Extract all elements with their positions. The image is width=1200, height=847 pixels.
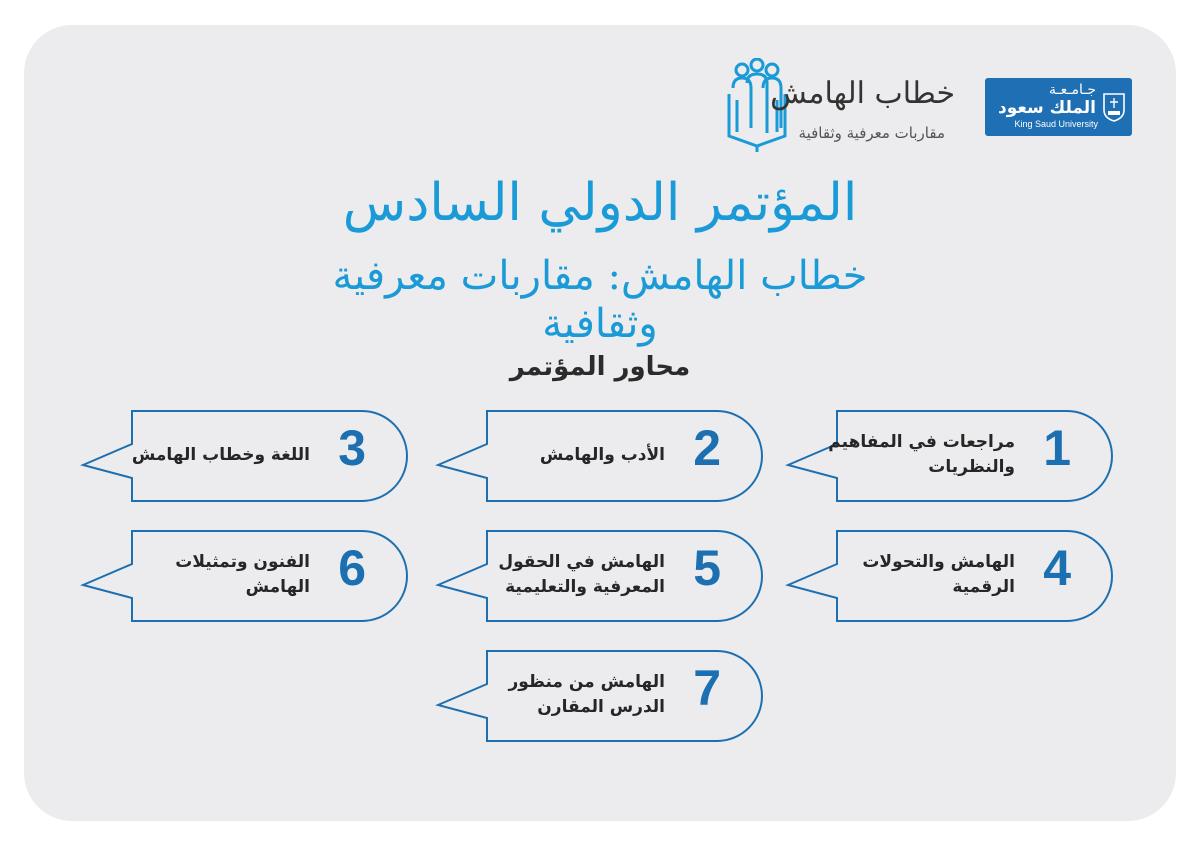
conference-title: المؤتمر الدولي السادس: [342, 173, 858, 233]
axis-label: مراجعات في المفاهيم والنظريات: [828, 432, 1015, 477]
axis-label: الهامش في الحقول المعرفية والتعليمية: [498, 552, 665, 597]
axis-number: 2: [693, 420, 721, 476]
axis-number: 5: [693, 540, 721, 596]
axis-number: 7: [693, 660, 721, 716]
axis-number: 3: [338, 420, 366, 476]
ksu-english-name: King Saud University: [1014, 119, 1098, 129]
axis-card-1: [785, 408, 1115, 503]
ksu-seal-icon: [1102, 92, 1126, 122]
axes-heading: محاور المؤتمر: [509, 352, 691, 382]
axis-card-6: [80, 528, 410, 623]
axis-label: الهامش والتحولات الرقمية: [862, 552, 1015, 597]
margin-discourse-logo: [725, 58, 955, 158]
ksu-logo: [985, 78, 1132, 136]
axis-label: الفنون وتمثيلات الهامش: [175, 552, 310, 597]
axis-number: 1: [1043, 420, 1071, 476]
margin-logo-title: خطاب الهامش: [770, 76, 955, 111]
conference-subtitle: خطاب الهامش: مقاربات معرفية وثقافية: [332, 253, 868, 347]
axis-label: الأدب والهامش: [539, 444, 665, 465]
axis-card-4: [785, 528, 1115, 623]
axis-number: 6: [338, 540, 366, 596]
axis-card-5: [435, 528, 765, 623]
axis-number: 4: [1043, 540, 1071, 596]
ksu-arabic-name: الملك سعود: [998, 98, 1096, 118]
axis-card-7: [435, 648, 765, 743]
axis-card-3: [80, 408, 410, 503]
axis-label: الهامش من منظور الدرس المقارن: [508, 672, 665, 717]
axis-card-2: [435, 408, 765, 503]
ksu-arabic-top: جـامـعـة: [1049, 82, 1096, 98]
axis-label: اللغة وخطاب الهامش: [131, 444, 310, 465]
margin-logo-subtitle: مقاربات معرفية وثقافية: [798, 124, 945, 142]
